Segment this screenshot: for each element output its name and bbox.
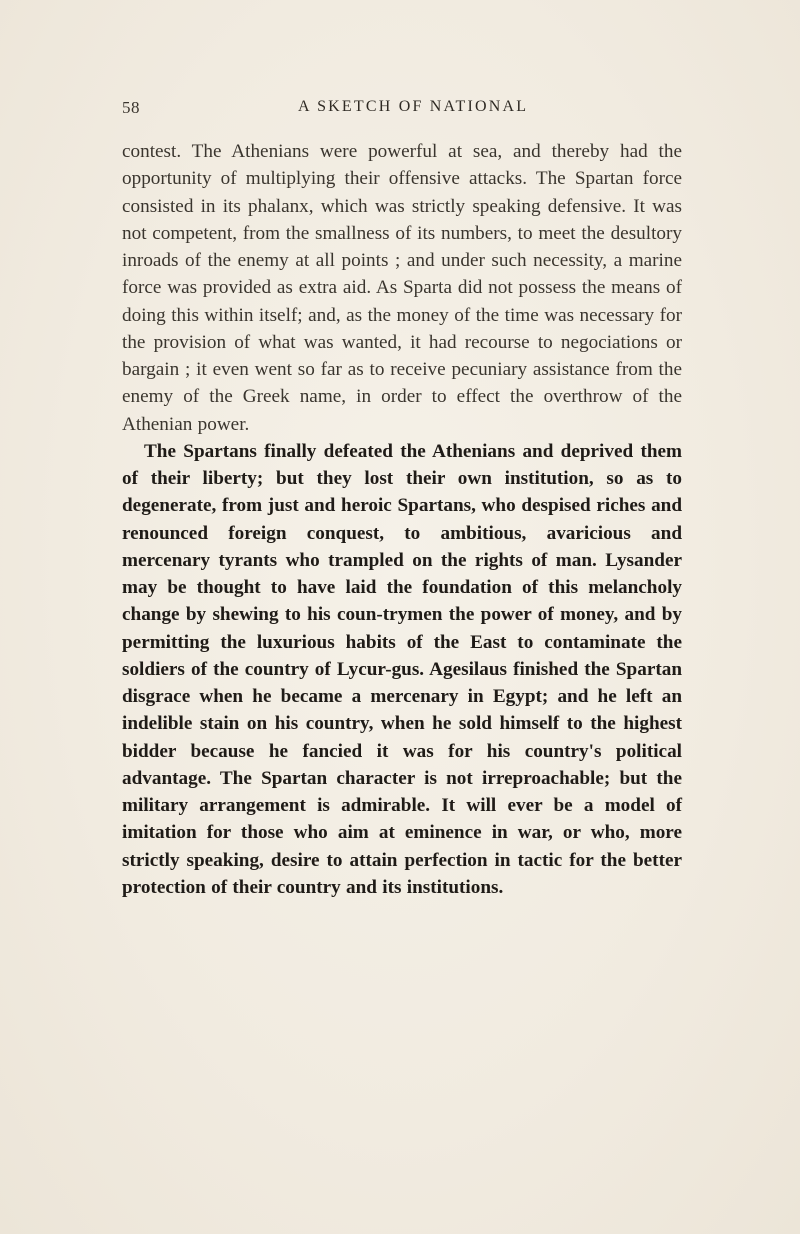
paragraph-2: The Spartans finally defeated the Athenians and deprived them of their liberty; but they lost their own institution, so as to degenerate, from just and heroic Spartans, who despised riches and renounced foreign conquest, to ambitious, avaricious and mercenary tyrants who trampled on the rights of man. Lysander may be thought to have laid the foundation of this melancholy change by shewing to his coun-trymen the power of money, and by permitting the luxurious habits of the East to contaminate the soldiers of the country of Lycur-gus. Agesilaus finished the Spartan disgrace when he became a mercenary in Egypt; and he left an indelible stain on his country, when he sold himself to the highest bidder because he fancied it was for his country's political advantage. The Spartan character is not irreproachable; but the military arrangement is admirable. It will ever be a model of imitation for those who aim at eminence in war, or who, more strictly speaking, desire to attain perfection in tactic for the better protection of their country and its institutions. [122, 440, 682, 898]
running-head [122, 98, 682, 122]
running-head-title: A SKETCH OF NATIONAL [298, 98, 529, 115]
body-text [122, 138, 682, 901]
page-number: 58 [122, 98, 140, 117]
paragraph-1: contest. The Athenians were powerful at sea, and thereby had the opportunity of multiplying their offensive attacks. The Spartan force consisted in its phalanx, which was strictly speaking defensive. It was not competent, from the smallness of its numbers, to meet the desultory inroads of the enemy at all points ; and under such necessity, a marine force was provided as extra aid. As Sparta did not possess the means of doing this within itself; and, as the money of the time was necessary for the provision of what was wanted, it had recourse to negociations or bargain ; it even went so far as to receive pecuniary assistance from the enemy of the Greek name, in order to effect the overthrow of the Athenian power. [122, 141, 682, 435]
